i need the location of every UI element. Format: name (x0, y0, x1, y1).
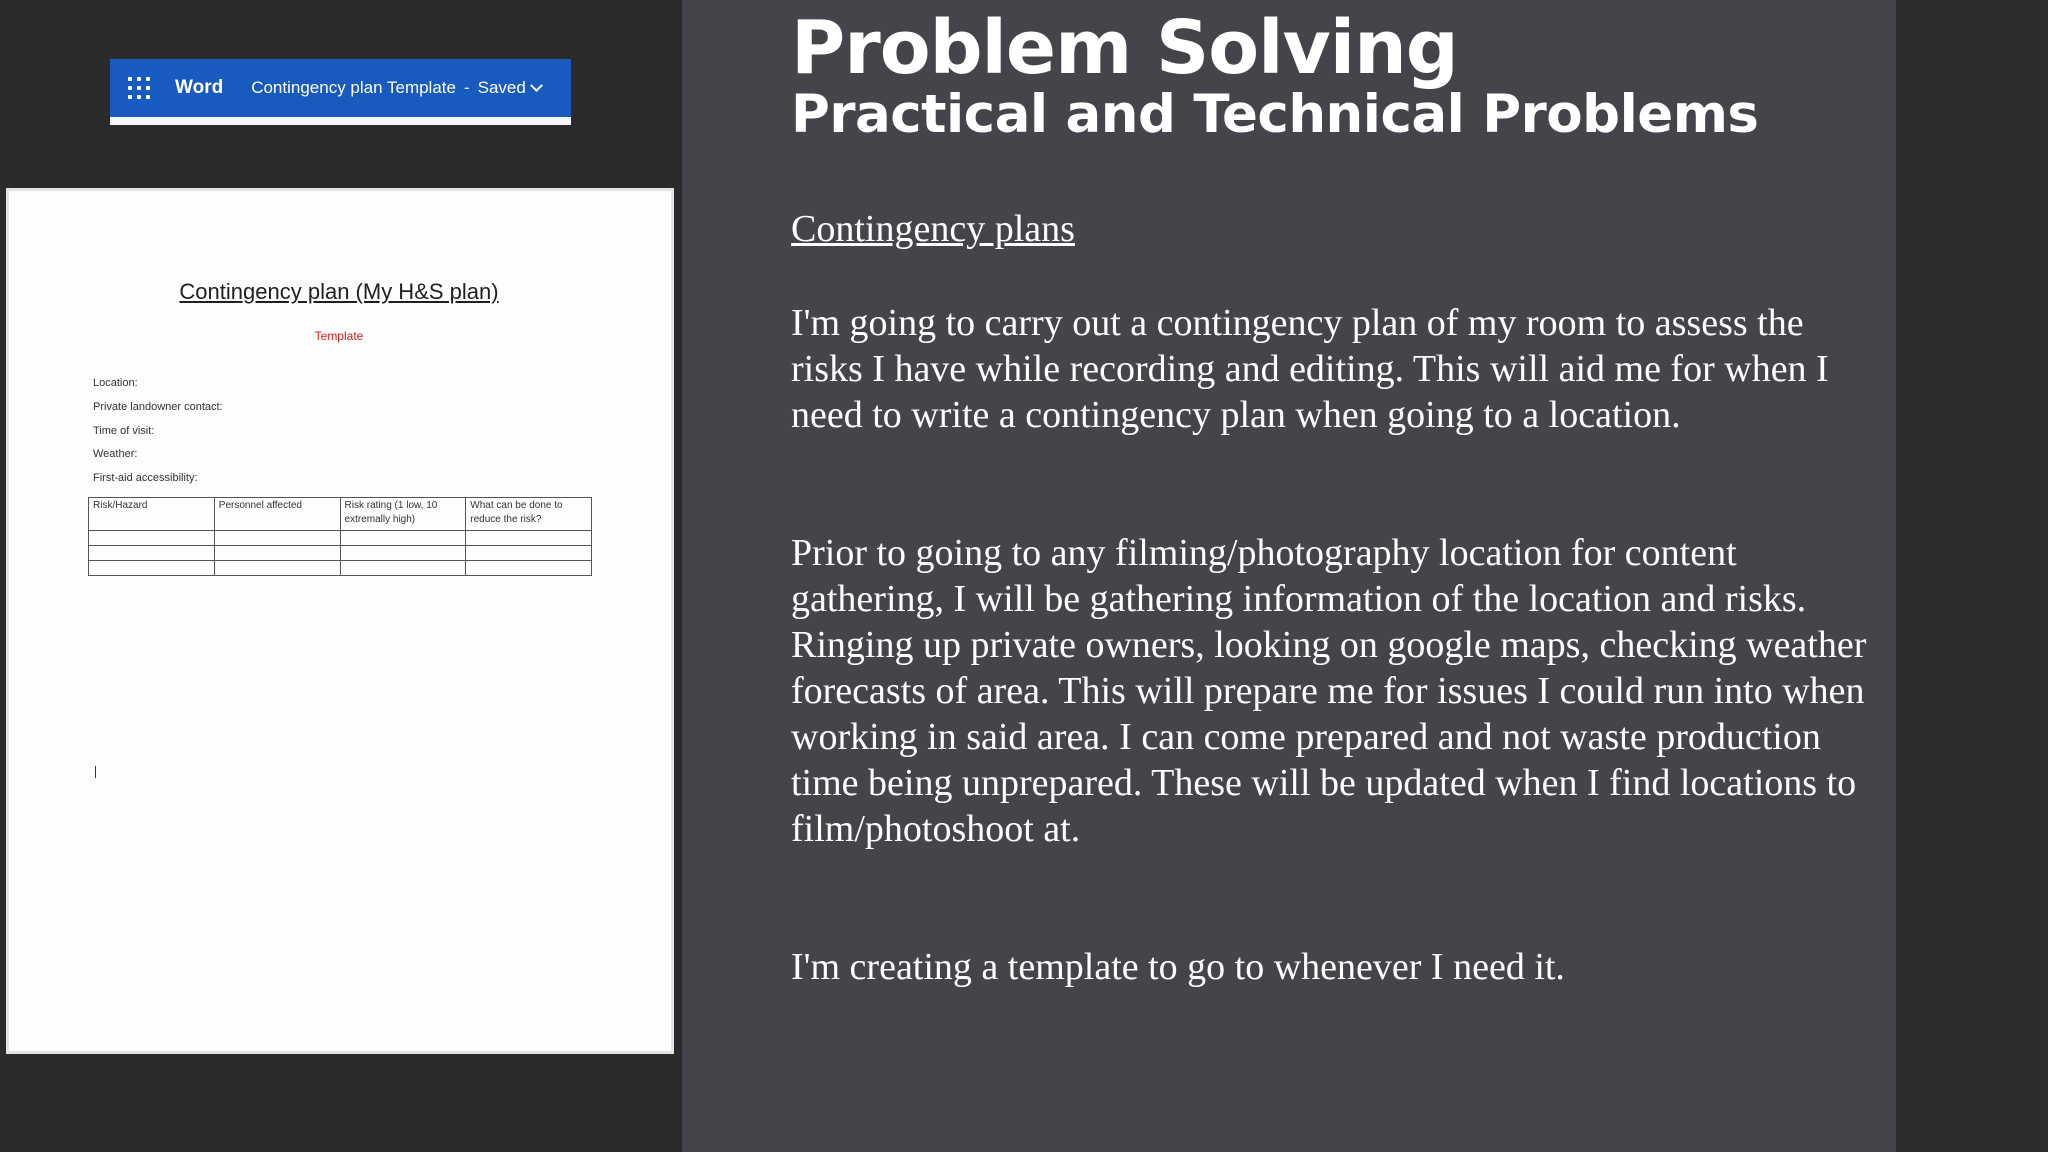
table-header-cell: Risk/Hazard (89, 498, 215, 531)
table-cell[interactable] (340, 546, 466, 561)
field-time-of-visit: Time of visit: (93, 425, 155, 437)
risk-table (88, 497, 592, 576)
section-heading: Contingency plans (791, 208, 1075, 250)
table-cell[interactable] (214, 561, 340, 576)
table-cell[interactable] (89, 546, 215, 561)
table-header-cell: Risk rating (1 low, 10 extremally high) (340, 498, 466, 531)
slide-title: Problem Solving (791, 5, 1458, 91)
table-cell[interactable] (214, 531, 340, 546)
text-cursor (95, 766, 96, 778)
word-app-name[interactable]: Word (175, 77, 224, 98)
table-cell[interactable] (340, 531, 466, 546)
paragraph-1: I'm going to carry out a contingency plan of my room to assess the risks I have while recording and editing. This will aid me for when I need to write a contingency plan when going to a location. (791, 302, 1829, 436)
table-cell[interactable] (214, 546, 340, 561)
field-first-aid: First-aid accessibility: (93, 472, 198, 484)
table-cell[interactable] (89, 531, 215, 546)
field-location: Location: (93, 377, 138, 389)
table-row (89, 561, 592, 576)
document-title[interactable]: Contingency plan Template (251, 78, 456, 97)
paragraph-2: Prior to going to any filming/photography location for content gathering, I will be gathering information of the location and risks. Ringing up private owners, looking on google maps, checking weather forecasts of area. This will prepare me for issues I could run into when working in said area. I can come prepared and not waste production time being unprepared. These will be updated when I find locations to film/photoshoot at. (791, 532, 1867, 850)
table-cell[interactable] (466, 546, 592, 561)
table-row (89, 546, 592, 561)
table-row (89, 531, 592, 546)
app-launcher-icon[interactable] (128, 77, 150, 99)
slide-subtitle: Practical and Technical Problems (791, 84, 1759, 145)
table-cell[interactable] (340, 561, 466, 576)
table-cell[interactable] (89, 561, 215, 576)
document-heading: Contingency plan (My H&S plan) (179, 279, 499, 304)
table-header-row (89, 498, 592, 531)
title-separator: - (463, 78, 470, 97)
document-page[interactable] (6, 188, 674, 1054)
document-subheading: Template (314, 329, 364, 343)
table-header-cell: What can be done to reduce the risk? (466, 498, 592, 531)
paragraph-3: I'm creating a template to go to whenever I need it. (791, 946, 1565, 988)
word-header-bar (110, 59, 571, 117)
table-cell[interactable] (466, 531, 592, 546)
table-cell[interactable] (466, 561, 592, 576)
table-header-cell: Personnel affected (214, 498, 340, 531)
header-underline (110, 117, 571, 125)
field-landowner-contact: Private landowner contact: (93, 401, 223, 413)
chevron-down-icon[interactable] (530, 79, 543, 92)
save-status[interactable]: Saved (477, 78, 526, 97)
right-margin (1896, 0, 2048, 1152)
field-weather: Weather: (93, 448, 138, 460)
